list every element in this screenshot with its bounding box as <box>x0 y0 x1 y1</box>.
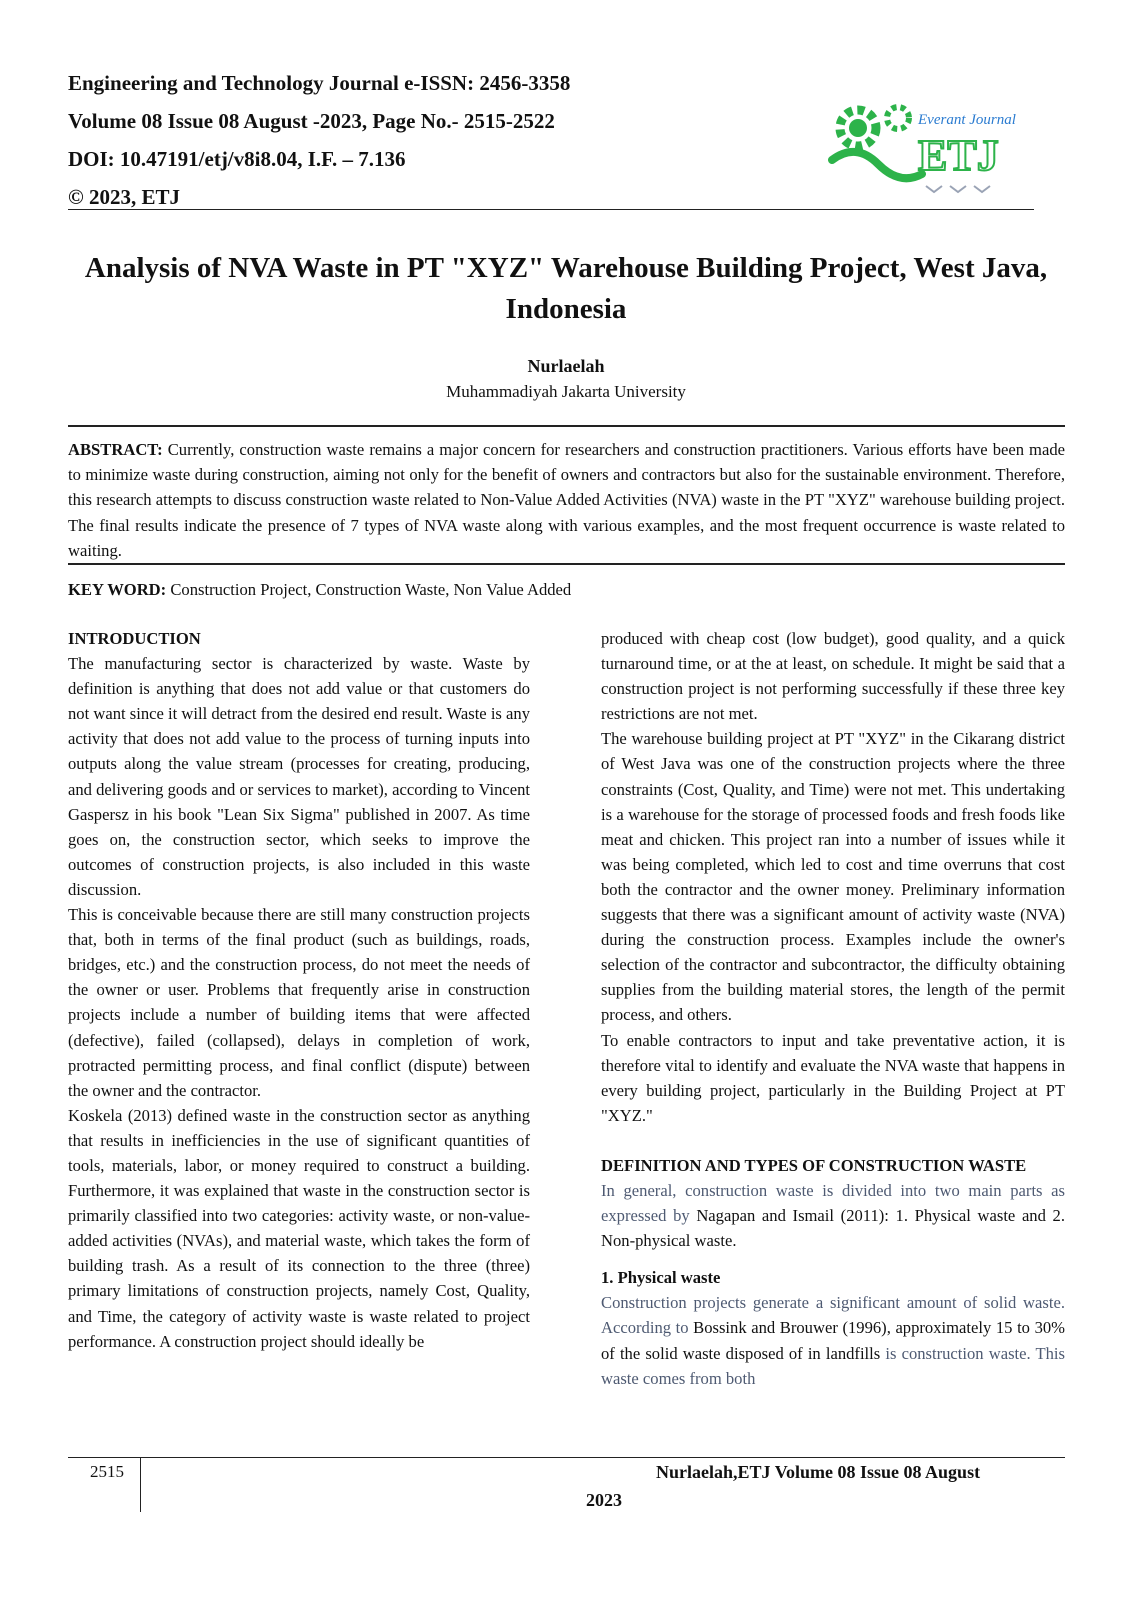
footer-citation: Nurlaelah,ETJ Volume 08 Issue 08 August <box>656 1462 981 1482</box>
physical-waste-text-muted-a: Construction projects generate a significant amount of solid waste. According to <box>601 1293 1065 1338</box>
section-heading-definition: DEFINITION AND TYPES OF CONSTRUCTION WASTE <box>601 1155 1027 1175</box>
footer-rule <box>68 1457 1065 1458</box>
journal-name-line: Engineering and Technology Journal e-ISSN: 2456-3358 <box>68 71 571 95</box>
intro-paragraph-2: This is conceivable because there are still many construction projects that, both in terms of the final product (such as buildings, roads, bridges, etc.) and the construction process, do not meet the needs of the owner or user. Problems that frequently arise in construction projects include a number of building items that were affected (defective), failed (collapsed), delays in completion of work, protracted permitting process, and final conflict (dispute) between the owner and the contractor. <box>68 905 530 1100</box>
gear-arm-icon <box>832 152 922 178</box>
intro-paragraph-5: The warehouse building project at PT "XYZ" in the Cikarang district of West Java was one of the construction projects where the three constraints (Cost, Quality, and Time) were not met. This undertaking is a warehouse for the storage of processed foods and fresh foods like meat and chicken. This project ran into a number of issues while it was being completed, which led to cost and time overruns that cost both the contractor and the owner money. Preliminary information suggests that there was a significant amount of activity waste (NVA) during the construction process. Examples include the owner's selection of the contractor and subcontractor, the difficulty obtaining supplies from the building material stores, the length of the permit process, and others. <box>601 729 1065 1025</box>
left-column <box>68 626 530 1354</box>
abstract-label: ABSTRACT: <box>68 440 163 459</box>
page-number: 2515 <box>90 1462 124 1481</box>
author-affiliation: Muhammadiyah Jakarta University <box>446 382 686 401</box>
footer-divider <box>140 1458 141 1512</box>
right-column <box>601 626 1065 1391</box>
section-spacer <box>601 1128 1065 1153</box>
logo-caption: Everant Journal <box>918 112 1016 128</box>
intro-paragraph-3: Koskela (2013) defined waste in the construction sector as anything that results in inefficiencies in the use of significant quantities of tools, materials, labor, or money required to construct a building. Furthermore, it was explained that waste in the construction sector is primarily classified into two categories: activity waste, or non-value-added activities (NVAs), and material waste, which takes the form of building trash. As a result of its connection to the three (three) primary limitations of construction projects, namely Cost, Quality, and Time, the category of activity waste is waste related to project performance. A construction project should ideally be <box>68 1105 530 1351</box>
abstract <box>68 437 1065 563</box>
subsection-heading-physical-waste: 1. Physical waste <box>601 1268 721 1288</box>
intro-paragraph-4: produced with cheap cost (low budget), good quality, and a quick turnaround time, or at the at least, on schedule. It might be said that a construction project is not performing successfully if these three key restrictions are not met. <box>601 629 1065 724</box>
abstract-bottom-rule <box>68 563 1065 565</box>
etj-logo <box>826 90 1036 200</box>
abstract-text: Currently, construction waste remains a major concern for researchers and construction practitioners. Various efforts have been made to minimize waste during construction, aiming not only for the benefit of owners and contractors but also for the sustainable environment. Therefore, this research attempts to discuss construction waste related to Non-Value Added Activities (NVA) waste in the PT "XYZ" warehouse building project. The final results indicate the presence of 7 types of NVA waste along with various examples, and the most frequent occurrence is waste related to waiting. <box>68 440 1065 560</box>
author-name: Nurlaelah <box>527 356 605 376</box>
physical-waste-text: Bossink and Brouwer (1996), approximately 15 to 30% of the solid waste disposed of in landfills <box>601 1318 1065 1363</box>
keywords-label: KEY WORD: <box>68 580 167 599</box>
doi-line: DOI: 10.47191/etj/v8i8.04, I.F. – 7.136 <box>68 147 406 171</box>
keywords-text: Construction Project, Construction Waste, Non Value Added <box>166 580 572 599</box>
volume-line: Volume 08 Issue 08 August -2023, Page No.- 2515-2522 <box>68 109 555 133</box>
physical-waste-text-muted-b: is construction waste. This waste comes from both <box>601 1343 1065 1388</box>
abstract-top-rule <box>68 425 1065 427</box>
keywords <box>68 577 1065 602</box>
subsection-spacer <box>601 1253 1065 1265</box>
journal-header <box>68 64 688 216</box>
definition-text: Nagapan and Ismail (2011): 1. Physical waste and 2. Non-physical waste. <box>601 1206 1065 1251</box>
logo-decoration <box>926 186 990 192</box>
physical-waste-paragraph <box>601 1290 1065 1390</box>
section-heading-introduction: INTRODUCTION <box>68 629 201 648</box>
copyright-line: © 2023, ETJ <box>68 185 180 209</box>
definition-text-muted: In general, construction waste is divided into two main parts as expressed by <box>601 1180 1065 1226</box>
footer-year: 2023 <box>586 1490 622 1510</box>
intro-paragraph-6: To enable contractors to input and take preventative action, it is therefore vital to identify and evaluate the NVA waste that happens in every building project, particularly in the Building Project at PT "XYZ." <box>601 1030 1065 1125</box>
gear-icon <box>840 110 876 146</box>
small-gear-icon <box>887 107 909 129</box>
logo-wordmark: ETJ <box>918 131 999 180</box>
header-divider <box>68 209 1034 210</box>
definition-paragraph <box>601 1178 1065 1253</box>
intro-paragraph-1: The manufacturing sector is characterized by waste. Waste by definition is anything that does not add value or that customers do not want since it will detract from the desired end result. Waste is any activity that does not add value to the process of turning inputs into outputs along the value stream (processes for creating, producing, and delivering goods and or services to market), according to Vincent Gaspersz in his book "Lean Six Sigma" published in 2007. As time goes on, the construction sector, which seeks to improve the outcomes of construction projects, is also included in this waste discussion. <box>68 654 530 899</box>
paper-title: Analysis of NVA Waste in PT "XYZ" Warehouse Building Project, West Java, Indonesia <box>84 252 1048 325</box>
